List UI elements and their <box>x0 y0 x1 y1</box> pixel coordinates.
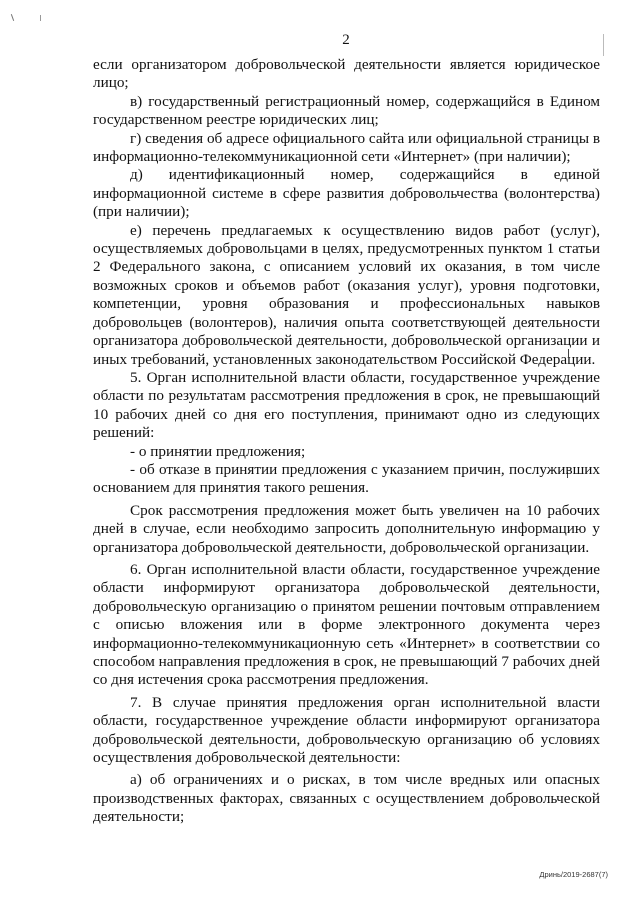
scan-artifact <box>40 15 41 21</box>
paragraph-item-e: е) перечень предлагаемых к осуществлению видов работ (услуг), осуществляемых добровольцами в целях, предусмотренных пунктом 1 статьи 2 Федерального закона, с описанием условий их оказания, в том числе возможных сроков и объемов работ (оказания услуг), уровня подготовки, компетенции, уровня образования и профессиональных навыков добровольцев (волонтеров), наличия опыта соответствующей деятельности организатора добровольческой деятельности, добровольческой организации и иных требований, установленных законодательством Российской Федерации. <box>93 221 600 368</box>
list-item-refusal: - об отказе в принятии предложения с указанием причин, послуживших основанием для принятия такого решения. <box>93 460 600 497</box>
scan-artifact <box>11 14 14 21</box>
document-body <box>93 56 600 827</box>
paragraph-clause-5: 5. Орган исполнительной власти области, государственное учреждение области по результатам рассмотрения предложения в срок, не превышающий 10 рабочих дней со дня его поступления, принимают одно из следующих решений: <box>93 368 600 442</box>
paragraph-clause-6: 6. Орган исполнительной власти области, государственное учреждение области информируют организатора добровольческой деятельности, добровольческую организацию о принятом решении почтовым отправлением с описью вложения или в форме электронного документа через информационно-телекоммуникационную сеть «Интернет» в соответствии со способом направления предложения в срок, не превышающий 7 рабочих дней со дня истечения срока рассмотрения предложения. <box>93 560 600 689</box>
paragraph-item-a: а) об ограничениях и о рисках, в том числе вредных или опасных производственных факторах, связанных с осуществлением добровольческой деятельности; <box>93 771 600 826</box>
list-item-acceptance: - о принятии предложения; <box>130 442 306 460</box>
paragraph-review-period: Срок рассмотрения предложения может быть увеличен на 10 рабочих дней в случае, если необходимо запросить дополнительную информацию у организатора добровольческой деятельности, добровольческой организации. <box>93 501 600 556</box>
page-number: 2 <box>342 32 350 48</box>
paragraph-item-g: г) сведения об адресе официального сайта или официальной страницы в информационно-телекоммуникационной сети «Интернет» (при наличии); <box>93 129 600 166</box>
paragraph-continuation: если организатором добровольческой деятельности является юридическое лицо; <box>93 56 600 92</box>
document-code: Дринь/2019-2687(7) <box>539 870 608 879</box>
paragraph-item-v: в) государственный регистрационный номер, содержащийся в Едином государственном реестре юридических лиц; <box>93 92 600 129</box>
paragraph-item-d: д) идентификационный номер, содержащийся в единой информационной системе в сфере развития добровольчества (волонтерства) (при наличии); <box>93 166 600 221</box>
paragraph-clause-7: 7. В случае принятия предложения орган исполнительной власти области, государственное учреждение области информируют организатора добровольческой деятельности, добровольческую организацию об условиях осуществления добровольческой деятельности: <box>93 693 600 767</box>
